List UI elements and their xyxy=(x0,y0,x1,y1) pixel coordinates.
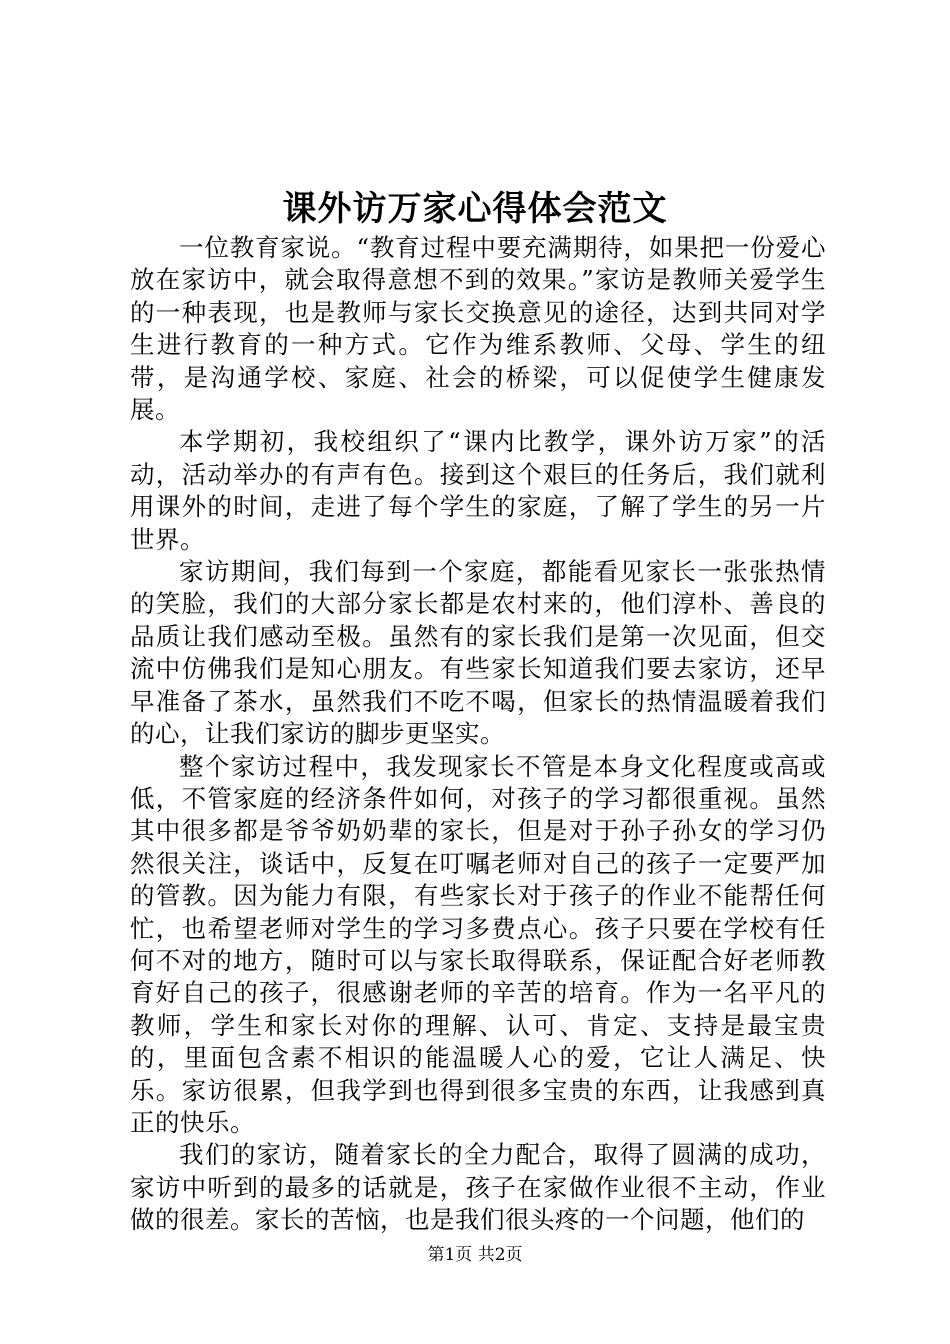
paragraph: 家访期间，我们每到一个家庭，都能看见家长一张张热情的笑脸，我们的大部分家长都是农村来的，他们淳朴、善良的品质让我们感动至极。虽然有的家长我们是第一次见面，但交流中仿佛我们是知心朋友。有些家长知道我们要去家访，还早早准备了茶水，虽然我们不吃不喝，但家长的热情温暖着我们的心，让我们家访的脚步更坚实。 xyxy=(130,557,826,749)
paragraph: 我们的家访，随着家长的全力配合，取得了圆满的成功，家访中听到的最多的话就是，孩子在家做作业很不主动，作业做的很差。家长的苦恼，也是我们很头疼的一个问题，他们的 xyxy=(130,1140,826,1235)
paragraph: 整个家访过程中，我发现家长不管是本身文化程度或高或低，不管家庭的经济条件如何，对孩子的学习都很重视。虽然其中很多都是爷爷奶奶辈的家长，但是对于孙子孙女的学习仍然很关注，谈话中，反复在叮嘱老师对自己的孩子一定要严加的管教。因为能力有限，有些家长对于孩子的作业不能帮任何忙，也希望老师对学生的学习多费点心。孩子只要在学校有任何不对的地方，随时可以与家长取得联系，保证配合好老师教育好自己的孩子，很感谢老师的辛苦的培育。作为一名平凡的教师，学生和家长对你的理解、认可、肯定、支持是最宝贵的，里面包含素不相识的能温暖人心的爱，它让人满足、快乐。家访很累，但我学到也得到很多宝贵的东西，让我感到真正的快乐。 xyxy=(130,751,826,1137)
paragraph: 一位教育家说。“教育过程中要充满期待，如果把一份爱心放在家访中，就会取得意想不到的效果。”家访是教师关爱学生的一种表现，也是教师与家长交换意见的途径，达到共同对学生进行教育的一种方式。它作为维系教师、父母、学生的纽带，是沟通学校、家庭、社会的桥梁，可以促使学生健康发展。 xyxy=(130,233,826,425)
page-footer: 第1页 共2页 xyxy=(427,1245,523,1265)
paragraph: 本学期初，我校组织了“课内比教学，课外访万家”的活动，活动举办的有声有色。接到这个艰巨的任务后，我们就利用课外的时间，走进了每个学生的家庭，了解了学生的另一片世界。 xyxy=(130,427,826,554)
document-title: 课外访万家心得体会范文 xyxy=(282,189,668,229)
document-body xyxy=(130,232,826,1237)
